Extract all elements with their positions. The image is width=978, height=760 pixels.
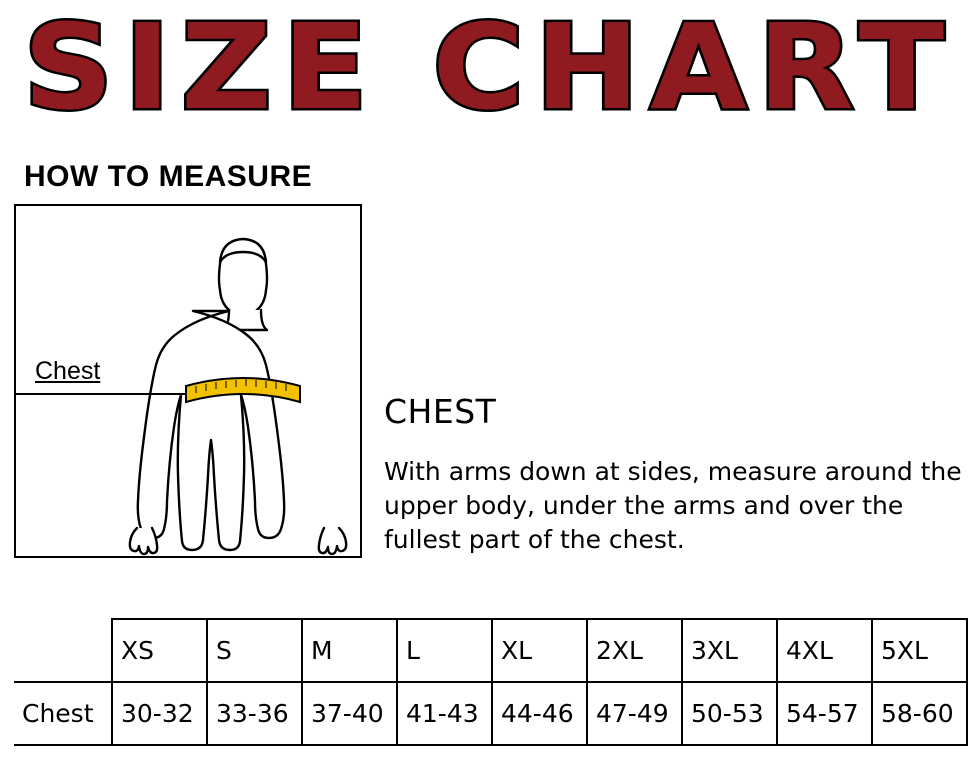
description-heading: CHEST [384, 392, 497, 431]
chest-value-cell: 58-60 [872, 682, 967, 745]
chest-value-cell: 54-57 [777, 682, 872, 745]
size-header-cell: M [302, 619, 397, 682]
table-row [14, 682, 967, 745]
size-table [14, 618, 968, 746]
size-header-cell: 4XL [777, 619, 872, 682]
chest-value-cell: 41-43 [397, 682, 492, 745]
description-body: With arms down at sides, measure around the upper body, under the arms and over the fullest part of the chest. [384, 457, 962, 554]
size-header-cell: 3XL [682, 619, 777, 682]
how-to-measure-heading: HOW TO MEASURE [24, 160, 313, 193]
table-corner-cell [14, 619, 112, 682]
chest-value-cell: 50-53 [682, 682, 777, 745]
size-header-cell: XS [112, 619, 207, 682]
table-row-header [14, 619, 967, 682]
chest-value-cell: 33-36 [207, 682, 302, 745]
size-header-cell: 2XL [587, 619, 682, 682]
chest-figure-label: Chest [35, 357, 101, 385]
chest-value-cell: 37-40 [302, 682, 397, 745]
chest-value-cell: 44-46 [492, 682, 587, 745]
size-header-cell: L [397, 619, 492, 682]
size-header-cell: 5XL [872, 619, 967, 682]
size-header-cell: XL [492, 619, 587, 682]
chest-value-cell: 30-32 [112, 682, 207, 745]
page-title: SIZE CHART [23, 0, 955, 136]
row-header-chest: Chest [14, 682, 112, 745]
size-header-cell: S [207, 619, 302, 682]
chest-value-cell: 47-49 [587, 682, 682, 745]
